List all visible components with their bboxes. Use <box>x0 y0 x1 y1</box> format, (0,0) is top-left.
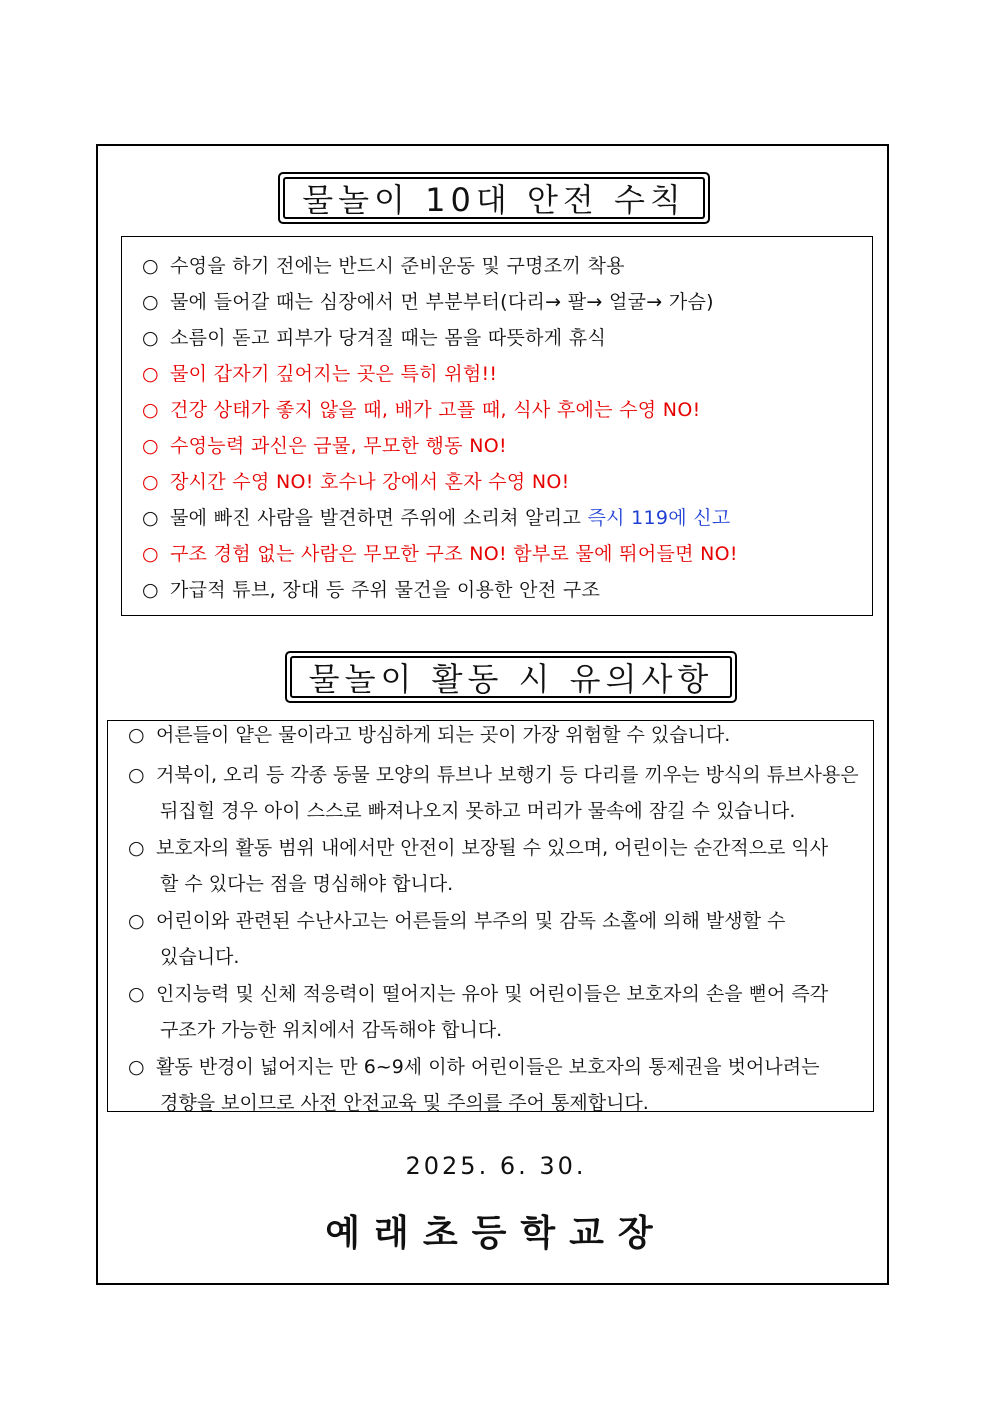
rule-item-warning: ○ 구조 경험 없는 사람은 무모한 구조 NO! 함부로 물에 뛰어들면 NO! <box>142 543 738 565</box>
rule-item-warning: ○ 장시간 수영 NO! 호수나 강에서 혼자 수영 NO! <box>142 471 570 493</box>
circle-bullet-icon: ○ <box>142 399 159 421</box>
circle-bullet-icon: ○ <box>142 435 159 457</box>
rule-item: ○ 가급적 튜브, 장대 등 주위 물건을 이용한 안전 구조 <box>142 579 601 601</box>
caution-item: ○ 활동 반경이 넓어지는 만 6~9세 이하 어린이들은 보호자의 통제권을 벗어나려는 경향을 보이므로 사전 안전교육 및 주의를 주어 통제합니다. <box>128 1049 863 1121</box>
circle-bullet-icon: ○ <box>142 363 159 385</box>
circle-bullet-icon: ○ <box>128 837 145 859</box>
circle-bullet-icon: ○ <box>142 327 159 349</box>
safety-rules-title-box <box>278 172 710 224</box>
circle-bullet-icon: ○ <box>128 983 145 1005</box>
caution-item: ○ 어른들이 얕은 물이라고 방심하게 되는 곳이 가장 위험할 수 있습니다. <box>128 717 863 753</box>
rule-item-warning: ○ 물이 갑자기 깊어지는 곳은 특히 위험!! <box>142 363 498 385</box>
principal-signature: 예래초등학교장 <box>325 1213 667 1254</box>
rule-item-warning: ○ 건강 상태가 좋지 않을 때, 배가 고플 때, 식사 후에는 수영 NO! <box>142 399 701 421</box>
circle-bullet-icon: ○ <box>142 471 159 493</box>
rule-item-warning: ○ 수영능력 과신은 금물, 무모한 행동 NO! <box>142 435 507 457</box>
rule-item: ○ 물에 들어갈 때는 심장에서 먼 부분부터(다리→ 팔→ 얼굴→ 가슴) <box>142 291 714 313</box>
caution-item: ○ 인지능력 및 신체 적응력이 떨어지는 유아 및 어린이들은 보호자의 손을 뻗어 즉각 구조가 가능한 위치에서 감독해야 합니다. <box>128 976 863 1048</box>
circle-bullet-icon: ○ <box>142 255 159 277</box>
caution-item: ○ 어린이와 관련된 수난사고는 어른들의 부주의 및 감독 소홀에 의해 발생할 수 있습니다. <box>128 903 863 975</box>
circle-bullet-icon: ○ <box>142 507 159 529</box>
rule-item: ○ 소름이 돋고 피부가 당겨질 때는 몸을 따뜻하게 휴식 <box>142 327 607 349</box>
document-date: 2025. 6. 30. <box>405 1152 587 1180</box>
caution-item: ○ 거북이, 오리 등 각종 동물 모양의 튜브나 보행기 등 다리를 끼우는 방식의 튜브사용은 뒤집힐 경우 아이 스스로 빠져나오지 못하고 머리가 물속에 잠길 수 있습니다. <box>128 757 863 829</box>
circle-bullet-icon: ○ <box>128 764 145 786</box>
safety-rules-title: 물놀이 10대 안전 수칙 <box>283 177 705 219</box>
circle-bullet-icon: ○ <box>128 1056 145 1078</box>
circle-bullet-icon: ○ <box>142 543 159 565</box>
emergency-call-emphasis: 즉시 119에 신고 <box>587 507 731 529</box>
safety-rules-box <box>121 236 873 616</box>
cautions-title: 물놀이 활동 시 유의사항 <box>290 656 732 698</box>
rule-item: ○ 물에 빠진 사람을 발견하면 주위에 소리쳐 알리고 즉시 119에 신고 <box>142 507 731 529</box>
rule-item: ○ 수영을 하기 전에는 반드시 준비운동 및 구명조끼 착용 <box>142 255 625 277</box>
caution-item: ○ 보호자의 활동 범위 내에서만 안전이 보장될 수 있으며, 어린이는 순간적으로 익사 할 수 있다는 점을 명심해야 합니다. <box>128 830 863 902</box>
cautions-box <box>107 720 874 1112</box>
circle-bullet-icon: ○ <box>128 724 145 746</box>
circle-bullet-icon: ○ <box>128 910 145 932</box>
circle-bullet-icon: ○ <box>142 291 159 313</box>
cautions-title-box <box>285 651 737 703</box>
circle-bullet-icon: ○ <box>142 579 159 601</box>
